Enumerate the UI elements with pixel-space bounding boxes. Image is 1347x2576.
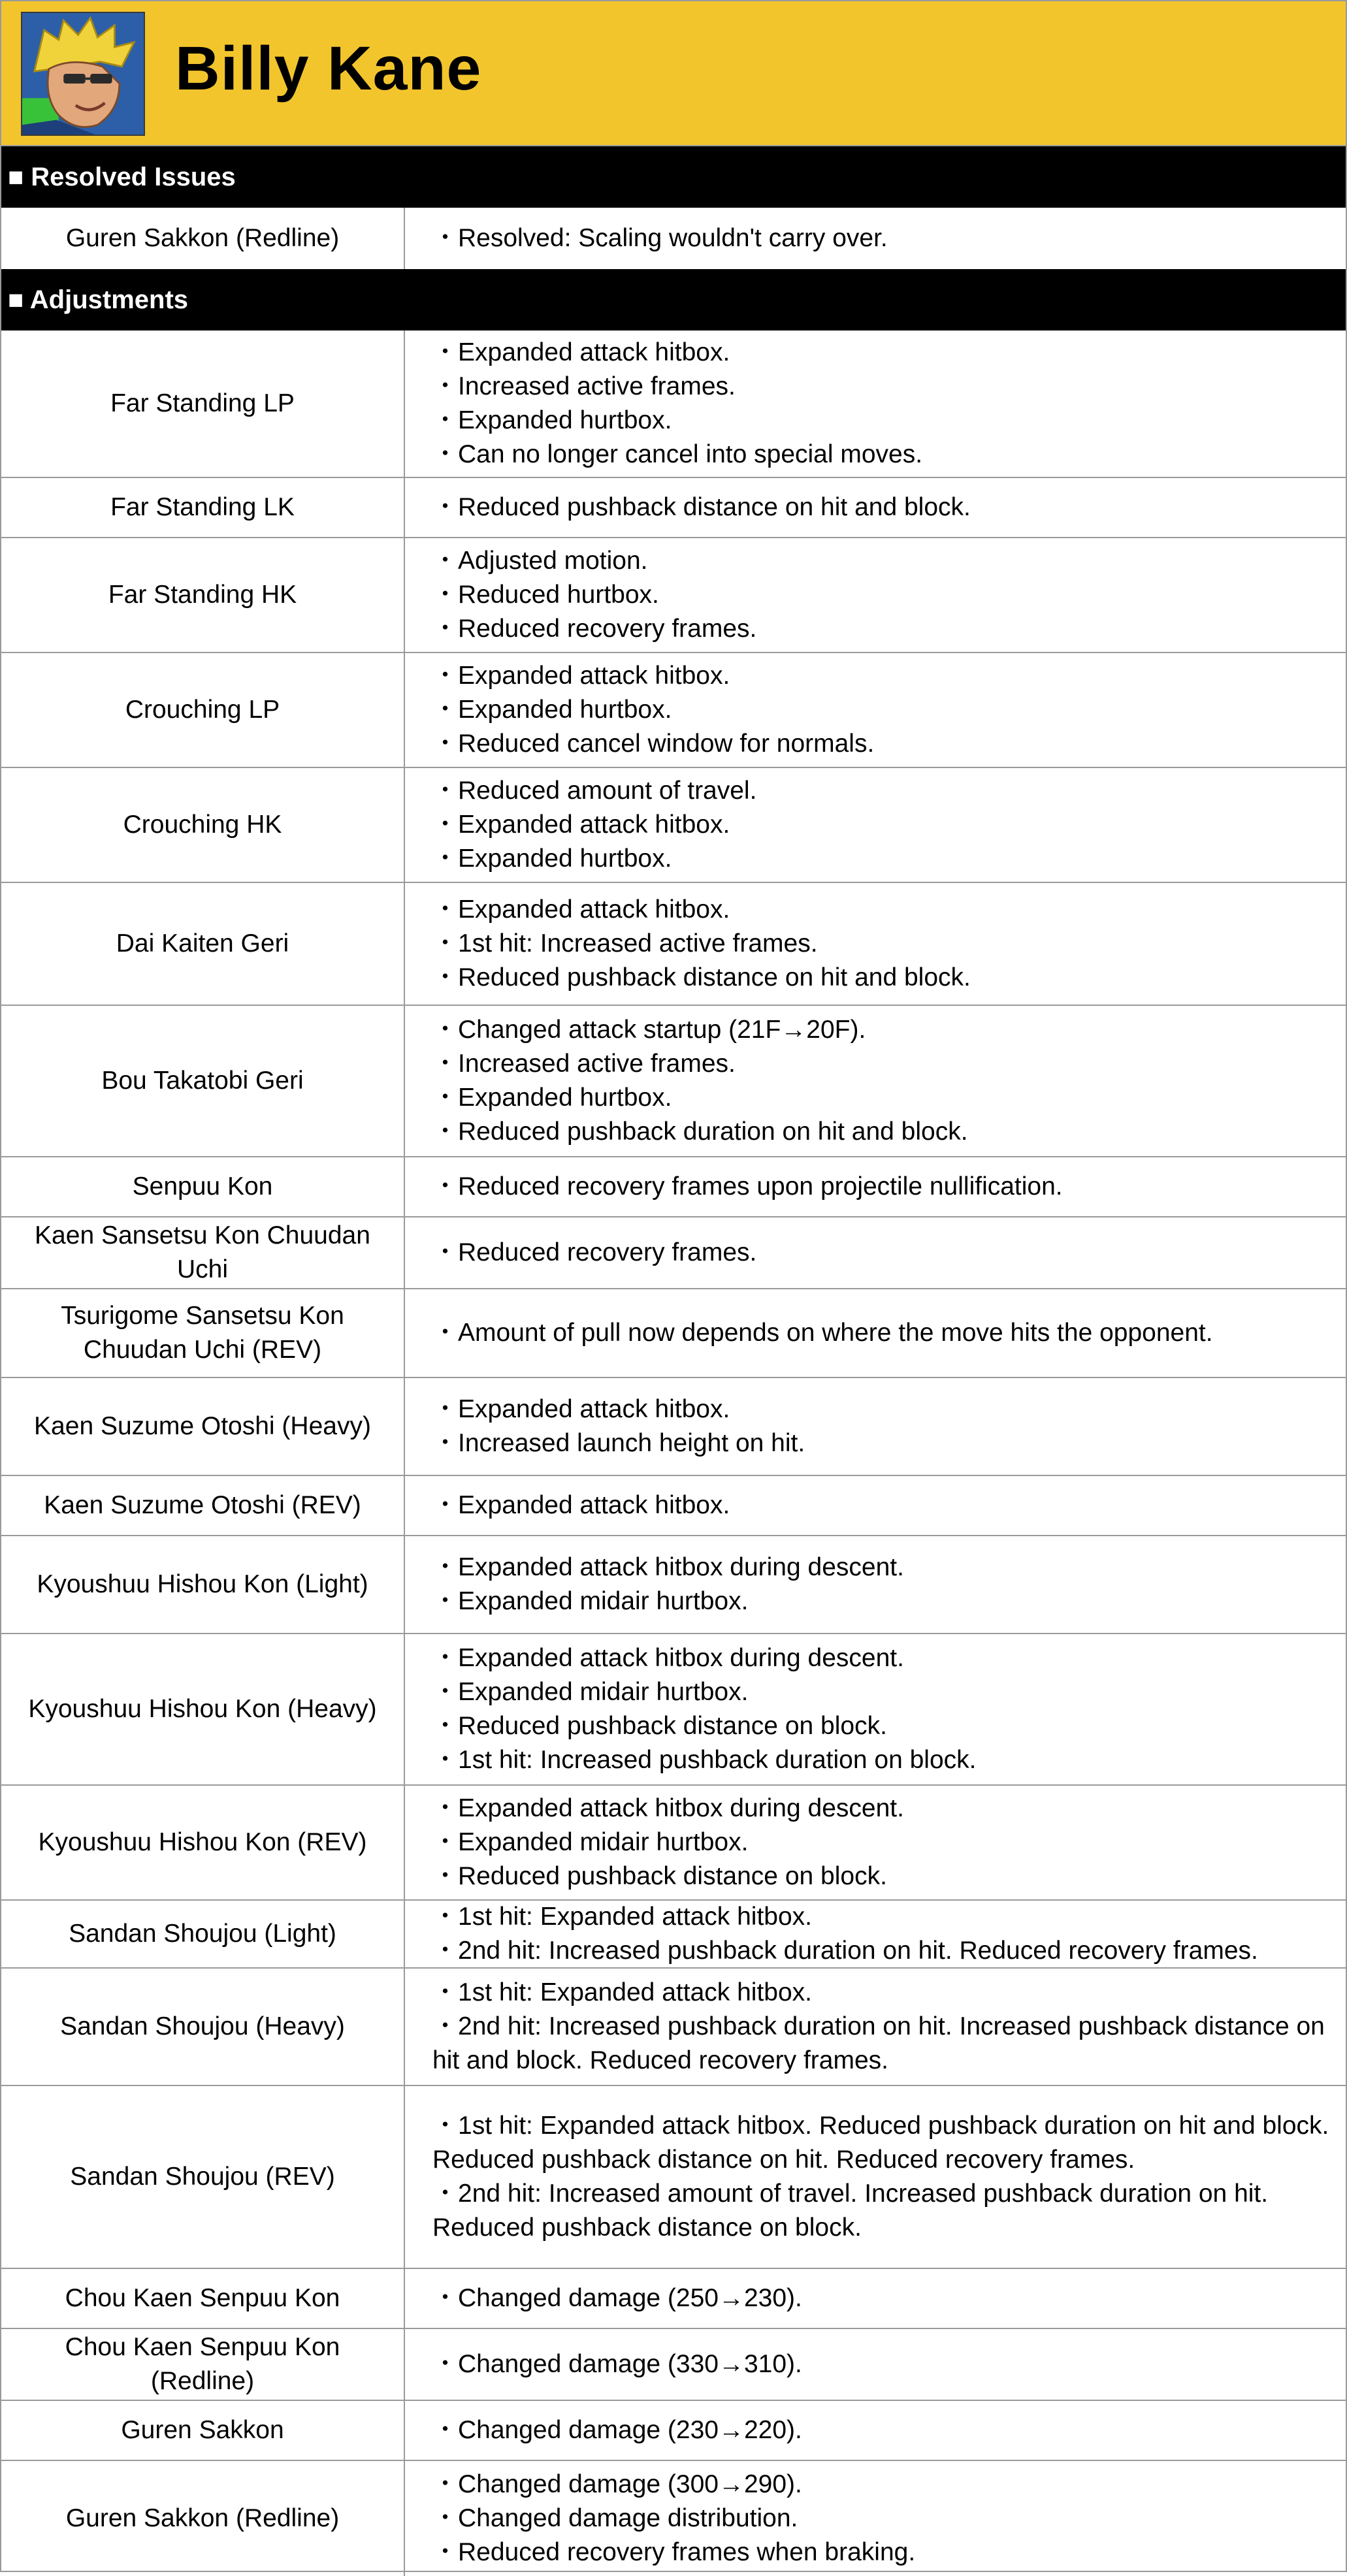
move-name: Kyoushuu Hishou Kon (Heavy) xyxy=(1,1634,405,1784)
change-notes xyxy=(405,653,1346,767)
change-notes xyxy=(405,1217,1346,1288)
change-note: ・Expanded attack hitbox. xyxy=(432,1395,730,1423)
change-note: ・Changed attack startup (21F→20F). xyxy=(432,1016,866,1044)
change-note: ・Amount of pull now depends on where the move hits the opponent. xyxy=(432,1319,1213,1347)
change-note: ・1st hit: Expanded attack hitbox. xyxy=(432,1978,813,2006)
change-note: ・1st hit: Expanded attack hitbox. xyxy=(432,1903,813,1931)
change-note: ・Expanded attack hitbox during descent. xyxy=(432,1553,904,1581)
change-note: ・Expanded attack hitbox. xyxy=(432,1491,730,1519)
change-note: ・1st hit: Increased pushback duration on block. xyxy=(432,1746,977,1774)
change-note: ・Changed damage (330→310). xyxy=(432,2350,802,2378)
change-notes xyxy=(405,1901,1346,1967)
change-note: ・Can no longer cancel into special moves. xyxy=(432,440,923,468)
change-note: ・Reduced pushback distance on hit and block. xyxy=(432,963,971,991)
change-note: ・Reduced recovery frames. xyxy=(432,615,757,643)
table-row xyxy=(1,768,1346,883)
move-name: Senpuu Kon xyxy=(1,1157,405,1216)
table-row xyxy=(1,1786,1346,1901)
change-notes xyxy=(405,2461,1346,2576)
change-note: ・Expanded midair hurtbox. xyxy=(432,1678,749,1706)
move-name: Kaen Suzume Otoshi (REV) xyxy=(1,1476,405,1535)
table-row xyxy=(1,478,1346,538)
move-name: Guren Sakkon (Redline) xyxy=(1,208,405,269)
change-notes xyxy=(405,883,1346,1005)
change-notes xyxy=(405,2086,1346,2268)
move-name: Kyoushuu Hishou Kon (Light) xyxy=(1,1536,405,1633)
change-note: ・Reduced recovery frames when braking. xyxy=(432,2538,916,2566)
table-row xyxy=(1,1969,1346,2086)
change-note: ・1st hit: Increased active frames. xyxy=(432,929,818,958)
move-name: Dai Kaiten Geri xyxy=(1,883,405,1005)
change-note: ・Increased active frames. xyxy=(432,1050,736,1078)
move-name: Tsurigome Sansetsu Kon Chuudan Uchi (REV) xyxy=(1,1289,405,1377)
table-row xyxy=(1,2329,1346,2401)
change-note: ・2nd hit: Increased pushback duration on hit. Reduced recovery frames. xyxy=(432,1937,1258,1965)
character-header xyxy=(1,1,1346,146)
move-name: Sandan Shoujou (REV) xyxy=(1,2086,405,2268)
change-notes xyxy=(405,1476,1346,1535)
change-note: ・Adjusted motion. xyxy=(432,547,648,575)
table-row xyxy=(1,1476,1346,1536)
move-name: Crouching HK xyxy=(1,768,405,882)
table-row xyxy=(1,1378,1346,1476)
table-row xyxy=(1,538,1346,653)
table-row xyxy=(1,1634,1346,1786)
change-note: ・Reduced cancel window for normals. xyxy=(432,730,875,758)
table-row xyxy=(1,2086,1346,2269)
move-name: Kaen Sansetsu Kon Chuudan Uchi xyxy=(1,1217,405,1288)
change-note: ・Expanded midair hurtbox. xyxy=(432,1587,749,1615)
change-notes xyxy=(405,1289,1346,1377)
table-row xyxy=(1,1289,1346,1378)
change-note: ・Expanded hurtbox. xyxy=(432,845,672,873)
move-name: Guren Sakkon (Redline) xyxy=(1,2461,405,2576)
move-name: Chou Kaen Senpuu Kon xyxy=(1,2269,405,2328)
change-note: ・Reduced recovery frames. xyxy=(432,1238,757,1266)
adjustments-table xyxy=(1,330,1346,2576)
move-name: Far Standing LP xyxy=(1,330,405,477)
table-row xyxy=(1,883,1346,1006)
change-note: ・Reduced pushback distance on block. xyxy=(432,1862,887,1890)
change-note: ・Expanded attack hitbox. xyxy=(432,338,730,366)
table-row xyxy=(1,1157,1346,1217)
change-notes xyxy=(405,1378,1346,1475)
change-notes xyxy=(405,478,1346,537)
change-notes xyxy=(405,2269,1346,2328)
change-note: ・Reduced recovery frames upon projectile nullification. xyxy=(432,1172,1063,1200)
change-note: ・Expanded hurtbox. xyxy=(432,1084,672,1112)
change-notes xyxy=(405,208,1346,269)
change-note: ・Reduced amount of travel. xyxy=(432,777,757,805)
change-note: ・Increased launch height on hit. xyxy=(432,1429,805,1457)
table-row xyxy=(1,1006,1346,1157)
billy-kane-portrait-icon xyxy=(22,13,144,135)
change-note: ・Expanded attack hitbox. xyxy=(432,662,730,690)
table-row xyxy=(1,1217,1346,1289)
change-note: ・Reduced hurtbox. xyxy=(432,581,659,609)
table-row xyxy=(1,2401,1346,2461)
change-notes xyxy=(405,330,1346,477)
change-notes xyxy=(405,1969,1346,2085)
table-row xyxy=(1,1536,1346,1634)
move-name: Kyoushuu Hishou Kon (REV) xyxy=(1,1786,405,1899)
table-row xyxy=(1,330,1346,478)
change-notes xyxy=(405,1786,1346,1899)
change-note: ・2nd hit: Increased amount of travel. Increased pushback duration on hit. Reduced pushback distance on block. xyxy=(432,2180,1269,2242)
change-note: ・Expanded hurtbox. xyxy=(432,406,672,434)
change-note: ・Changed damage (300→290). xyxy=(432,2470,802,2498)
table-row xyxy=(1,1901,1346,1969)
change-notes xyxy=(405,2401,1346,2460)
change-notes xyxy=(405,1157,1346,1216)
change-notes xyxy=(405,1006,1346,1156)
resolved-issues-heading: ■ Resolved Issues xyxy=(1,146,1346,208)
change-note: ・Changed damage (250→230). xyxy=(432,2284,802,2312)
change-note: ・Expanded attack hitbox during descent. xyxy=(432,1644,904,1672)
table-row xyxy=(1,208,1346,269)
change-note: ・2nd hit: Increased pushback duration on hit. Increased pushback distance on hit and block. Reduced recovery frames. xyxy=(432,2012,1325,2074)
change-notes xyxy=(405,2329,1346,2400)
move-name: Guren Sakkon xyxy=(1,2401,405,2460)
change-note: ・Changed damage (230→220). xyxy=(432,2416,802,2444)
change-note: ・Expanded attack hitbox during descent. xyxy=(432,1794,904,1822)
change-note: ・Changed damage distribution. xyxy=(432,2504,798,2532)
move-name: Sandan Shoujou (Light) xyxy=(1,1901,405,1967)
character-portrait xyxy=(21,12,145,136)
change-notes xyxy=(405,768,1346,882)
change-note: ・Increased active frames. xyxy=(432,372,736,400)
change-note: ・Reduced pushback distance on hit and block. xyxy=(432,493,971,521)
change-notes xyxy=(405,1634,1346,1784)
move-name: Chou Kaen Senpuu Kon (Redline) xyxy=(1,2329,405,2400)
change-note: ・Resolved: Scaling wouldn't carry over. xyxy=(432,224,888,252)
resolved-issues-table xyxy=(1,208,1346,269)
change-note: ・1st hit: Expanded attack hitbox. Reduced pushback duration on hit and block. Reduced pushback distance on hit. Reduced recovery frames. xyxy=(432,2112,1329,2174)
move-name: Far Standing LK xyxy=(1,478,405,537)
change-notes xyxy=(405,1536,1346,1633)
change-note: ・Reduced pushback distance on block. xyxy=(432,1712,887,1740)
adjustments-heading: ■ Adjustments xyxy=(1,269,1346,330)
change-note: ・Expanded hurtbox. xyxy=(432,696,672,724)
change-note: ・Expanded attack hitbox. xyxy=(432,811,730,839)
table-row xyxy=(1,653,1346,768)
move-name: Crouching LP xyxy=(1,653,405,767)
change-notes xyxy=(405,538,1346,652)
change-note: ・Expanded midair hurtbox. xyxy=(432,1828,749,1856)
move-name: Far Standing HK xyxy=(1,538,405,652)
move-name: Bou Takatobi Geri xyxy=(1,1006,405,1156)
change-note: ・Reduced pushback duration on hit and block. xyxy=(432,1118,968,1146)
move-name: Sandan Shoujou (Heavy) xyxy=(1,1969,405,2085)
move-name: Kaen Suzume Otoshi (Heavy) xyxy=(1,1378,405,1475)
table-row xyxy=(1,2461,1346,2576)
change-note: ・Expanded attack hitbox. xyxy=(432,895,730,924)
character-name: Billy Kane xyxy=(175,34,482,103)
table-row xyxy=(1,2269,1346,2329)
